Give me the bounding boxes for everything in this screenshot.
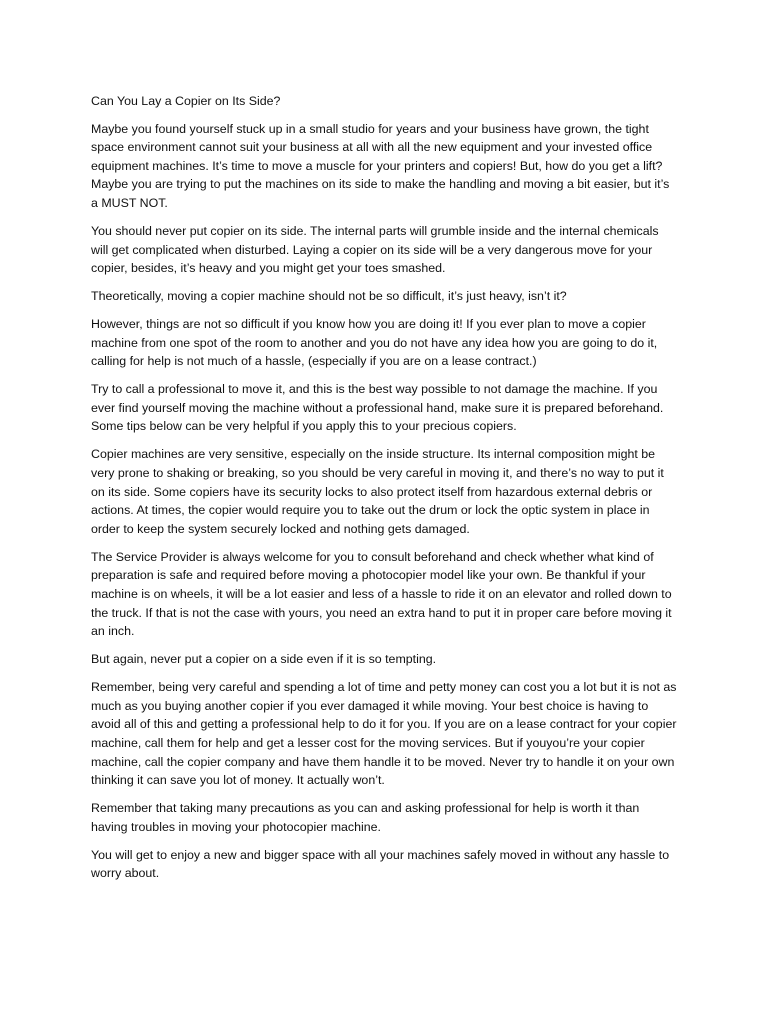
paragraph-10: Remember that taking many precautions as you can and asking professional for help is worth it than having troubles in moving your photocopier machine.	[91, 801, 640, 834]
paragraph-9: Remember, being very careful and spending a lot of time and petty money can cost you a lot but it is not as much as you buying another copier if you ever damaged it while moving. Your best choice is having to avoid all of this and getting a professional help to do it for you. If you are on a lease contract for your copier machine, call them for help and get a lesser cost for the moving services. But if youyou’re your copier machine, call the copier company and have them handle it to be moved. Never try to handle it on your own thinking it can save you lot of money. It actually won’t.	[91, 680, 677, 788]
paragraph-2: You should never put copier on its side. The internal parts will grumble inside and the internal chemicals will get complicated when disturbed. Laying a copier on its side will be a very dangerous move for your copier, besides, it’s heavy and you might get your toes smashed.	[91, 223, 659, 276]
paragraph-4: However, things are not so difficult if you know how you are doing it! If you ever plan to move a copier machine from one spot of the room to another and you do not have any idea how you are going to do it, calling for help is not much of a hassle, (especially if you are on a lease contract.)	[91, 317, 658, 369]
paragraph-6: Copier machines are very sensitive, especially on the inside structure. Its internal composition might be very prone to shaking or breaking, so you should be very careful in moving it, and there’s no way to put it on its side. Some copiers have its security locks to also protect itself from hazardous external debris or actions. At times, the copier would require you to take out the drum or lock the optic system in place in order to keep the system securely locked and nothing gets damaged.	[91, 447, 664, 536]
paragraph-1: Maybe you found yourself stuck up in a small studio for years and your business have grown, the tight space environment cannot suit your business at all with all the new equipment and your invested office equipment machines. It’s time to move a muscle for your printers and copiers! But, how do you get a lift? Maybe you are trying to put the machines on its side to make the handling and moving a bit easier, but it’s a MUST NOT.	[91, 121, 670, 210]
paragraph-7: The Service Provider is always welcome for you to consult beforehand and check whether what kind of preparation is safe and required before moving a photocopier model like your own. Be thankful if your machine is on wheels, it will be a lot easier and less of a hassle to ride it on an elevator and rolled down to the truck. If that is not the case with yours, you need an extra hand to put it in proper care before moving it an inch.	[91, 549, 672, 639]
document-body	[91, 92, 677, 892]
paragraph-11: You will get to enjoy a new and bigger space with all your machines safely moved in without any hassle to worry about.	[91, 847, 670, 881]
paragraph-3: Theoretically, moving a copier machine should not be so difficult, it’s just heavy, isn’t it?	[91, 289, 567, 304]
paragraph-5: Try to call a professional to move it, and this is the best way possible to not damage the machine. If you ever find yourself moving the machine without a professional hand, make sure it is prepared beforehand. Some tips below can be very helpful if you apply this to your precious copiers.	[91, 382, 664, 434]
paragraph-8: But again, never put a copier on a side even if it is so tempting.	[91, 652, 437, 667]
document-title: Can You Lay a Copier on Its Side?	[91, 94, 281, 108]
